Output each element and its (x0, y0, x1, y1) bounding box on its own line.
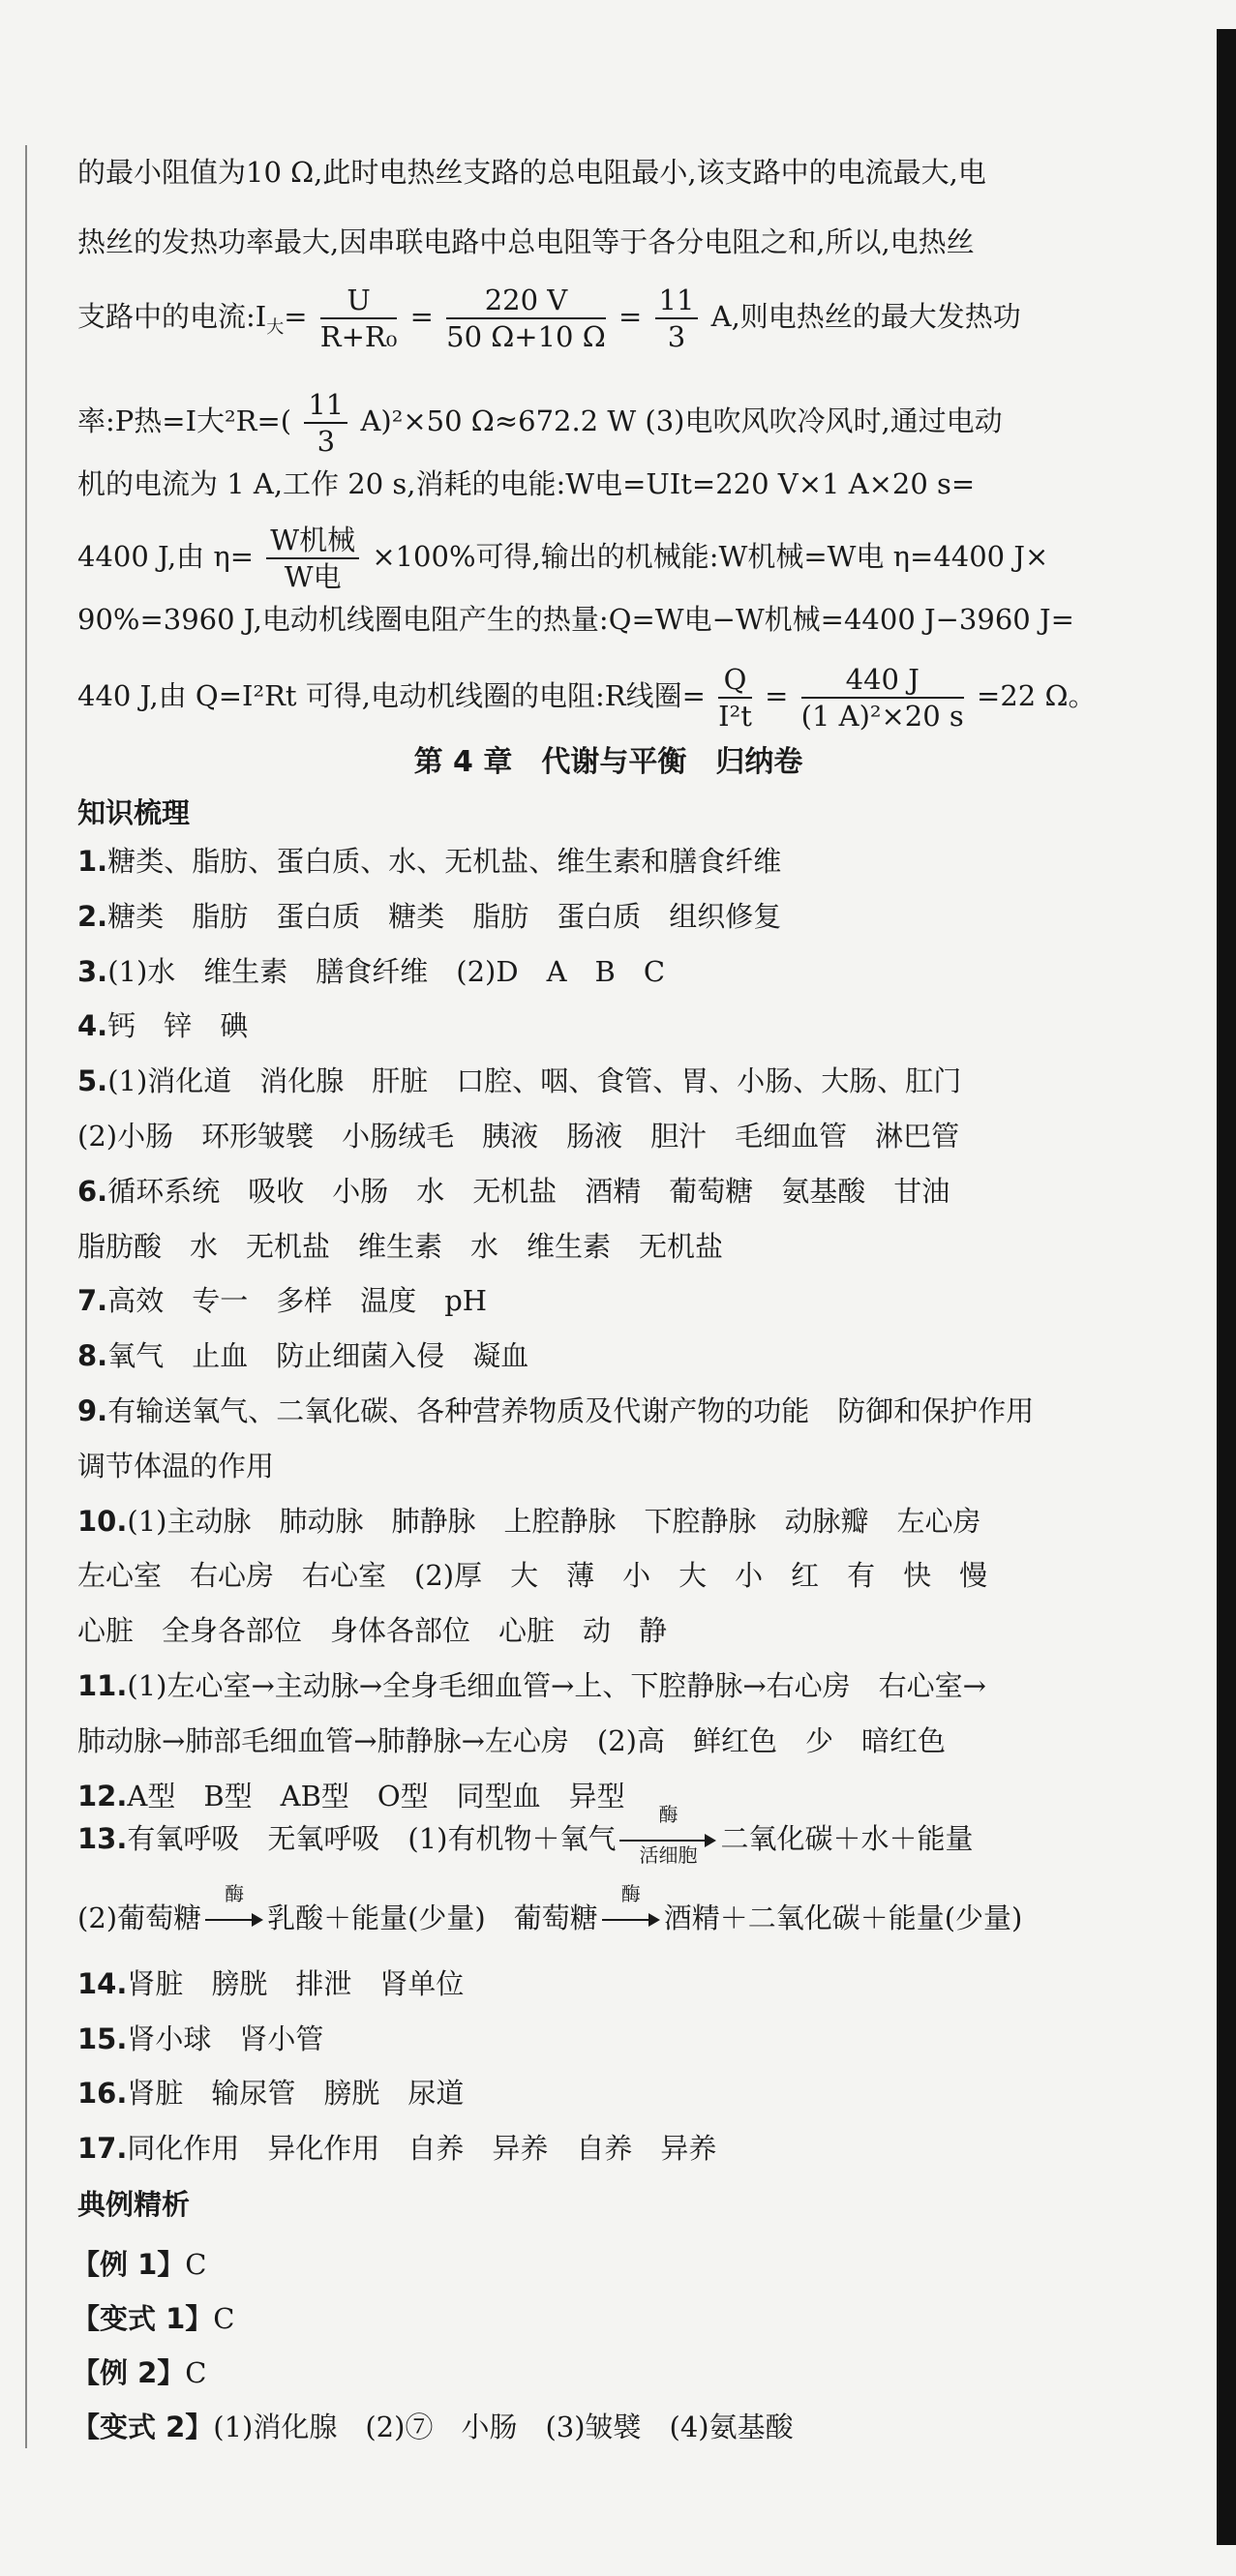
item-number: 9. (77, 1394, 108, 1427)
solution-line-3 (77, 283, 1021, 354)
item-13b-post: 酒精＋二氧化碳＋能量(少量) (663, 1902, 1023, 1934)
item-text: A型 B型 AB型 O型 同型血 异型 (127, 1779, 625, 1812)
solution-line-3-tail: A,则电热丝的最大发热功 (710, 300, 1021, 333)
solution-line-1: 的最小阻值为10 Ω,此时电热丝支路的总电阻最小,该支路中的电流最大,电 (77, 156, 986, 189)
item-text: 有输送氧气、二氧化碳、各种营养物质及代谢产物的功能 防御和保护作用 (107, 1394, 1035, 1427)
item-number: 4. (77, 1009, 108, 1043)
equals-sign: = (284, 300, 308, 333)
item-13b-pre: (2)葡萄糖 (77, 1902, 202, 1934)
item-number: 17. (77, 2131, 128, 2165)
example-label: 【例 2】 (72, 2356, 186, 2389)
fraction-eleven-thirds: $\frac{11}{3}$ (655, 283, 699, 354)
fraction-voltage: $\frac{220 V}{50 \Omega+10 \Omega}$ (446, 284, 606, 353)
item-13-line-1 (77, 1803, 974, 1867)
solution-line-8-tail: =22 Ω。 (977, 679, 1097, 712)
reaction-arrow-icon: 酶 活细胞 (619, 1821, 716, 1860)
example-item (72, 2408, 794, 2446)
item-13-pre: 有氧呼吸 无氧呼吸 (1)有机物＋氧气 (127, 1822, 617, 1855)
item-number: 14. (77, 1967, 128, 2000)
solution-line-4-tail: A)²×50 Ω≈672.2 W (3)电吹风吹冷风时,通过电动 (360, 404, 1003, 437)
item-13b-mid: 乳酸＋能量(少量) 葡萄糖 (267, 1902, 598, 1934)
item-text: (1)消化道 消化腺 肝脏 口腔、咽、食管、胃、小肠、大肠、肛门 (107, 1064, 962, 1098)
list-item (77, 2129, 716, 2168)
list-item (77, 1722, 946, 1760)
item-text: 左心室 右心房 右心室 (2)厚 大 薄 小 大 小 红 有 快 慢 (77, 1559, 988, 1593)
list-item (77, 1006, 248, 1045)
example-item (72, 2245, 206, 2284)
item-text: 氧气 止血 防止细菌入侵 凝血 (107, 1339, 529, 1373)
page-edge-shadow (1217, 29, 1236, 2545)
item-number: 11. (77, 1669, 128, 1702)
section-heading-knowledge: 知识梳理 (77, 796, 191, 829)
item-number: 5. (77, 1064, 108, 1098)
solution-line-6-tail: ×100%可得,输出的机械能:W机械=W电 η=4400 J× (372, 540, 1049, 573)
item-text: 肺动脉→肺部毛细血管→肺静脉→左心房 (2)高 鲜红色 少 暗红色 (77, 1723, 946, 1757)
list-item (77, 1117, 959, 1155)
list-item (77, 952, 665, 991)
item-text: 调节体温的作用 (77, 1449, 275, 1483)
current-label: 支路中的电流:I (77, 300, 267, 333)
item-number: 1. (77, 845, 108, 878)
list-item (77, 2074, 464, 2112)
example-answer: (1)消化腺 (2)⑦ 小肠 (3)皱襞 (4)氨基酸 (213, 2411, 794, 2443)
fraction-q-over-i2t: $\frac{Q}{\text{I²t}}$ (718, 663, 752, 733)
item-text: 循环系统 吸收 小肠 水 无机盐 酒精 葡萄糖 氨基酸 甘油 (107, 1174, 950, 1208)
item-number: 12. (77, 1779, 128, 1812)
list-item (77, 1556, 987, 1595)
item-number: 13. (77, 1822, 128, 1855)
list-item (77, 1777, 625, 1815)
item-13-post: 二氧化碳＋水＋能量 (720, 1822, 974, 1855)
list-item (77, 842, 781, 881)
item-text: 钙 锌 碘 (107, 1009, 249, 1043)
item-text: 肾小球 肾小管 (127, 2022, 324, 2055)
item-13-line-2 (77, 1882, 1023, 1939)
list-item (77, 1392, 1034, 1430)
example-item (72, 2299, 234, 2338)
item-text: (1)左心室→主动脉→全身毛细血管→上、下腔静脉→右心房 右心室→ (127, 1669, 986, 1702)
equals-sign: = (618, 300, 643, 333)
example-answer: C (213, 2302, 235, 2335)
list-item (77, 1172, 950, 1211)
item-text: 糖类、脂肪、蛋白质、水、无机盐、维生素和膳食纤维 (107, 845, 782, 878)
list-item (77, 1227, 723, 1266)
item-text: (2)小肠 环形皱襞 小肠绒毛 胰液 肠液 胆汁 毛细血管 淋巴管 (77, 1120, 960, 1153)
item-text: 脂肪酸 水 无机盐 维生素 水 维生素 无机盐 (77, 1229, 724, 1263)
example-item (72, 2353, 206, 2392)
fraction-440: $\frac{440 J}{\text{(1 A)²×20 s}}$ (800, 663, 964, 733)
chapter-title: 第 4 章 代谢与平衡 归纳卷 (413, 745, 803, 779)
efficiency-label: 4400 J,由 η= (77, 540, 255, 573)
power-label: 率:P热=I大²R=( (77, 404, 292, 437)
solution-line-6 (77, 523, 1048, 594)
current-sub: 大 (266, 316, 285, 338)
solution-line-8 (77, 662, 1097, 734)
item-text: 心脏 全身各部位 身体各部位 心脏 动 静 (77, 1614, 668, 1648)
item-number: 3. (77, 954, 108, 988)
item-number: 7. (77, 1284, 108, 1318)
item-text: 同化作用 异化作用 自养 异养 自养 异养 (127, 2131, 717, 2165)
list-item (77, 1964, 464, 2003)
list-item (77, 1611, 667, 1650)
solution-line-4 (77, 387, 1003, 459)
item-text: (1)主动脉 肺动脉 肺静脉 上腔静脉 下腔静脉 动脉瓣 左心房 (127, 1504, 981, 1538)
list-item (77, 1062, 961, 1100)
list-item (77, 1336, 528, 1375)
resistance-label: 440 J,由 Q=I²Rt 可得,电动机线圈的电阻:R线圈= (77, 679, 706, 712)
item-number: 16. (77, 2077, 128, 2110)
example-label: 【变式 1】 (72, 2302, 214, 2335)
solution-line-2: 热丝的发热功率最大,因串联电路中总电阻等于各分电阻之和,所以,电热丝 (77, 225, 975, 258)
list-item (77, 1447, 274, 1485)
item-text: (1)水 维生素 膳食纤维 (2)D A B C (107, 954, 666, 988)
solution-line-7: 90%=3960 J,电动机线圈电阻产生的热量:Q=W电−W机械=4400 J−3960 J= (77, 603, 1074, 636)
list-item (77, 1502, 980, 1541)
fraction-u-over-r: $\frac{U}{\text{R+R₀}}$ (319, 284, 398, 353)
item-text: 肾脏 膀胱 排泄 肾单位 (127, 1967, 465, 2000)
solution-line-5: 机的电流为 1 A,工作 20 s,消耗的电能:W电=UIt=220 V×1 A×20 s= (77, 467, 976, 500)
example-answer: C (185, 2356, 207, 2389)
item-number: 8. (77, 1339, 108, 1373)
reaction-arrow-icon: 酶 (602, 1901, 660, 1939)
fraction-eleven-thirds-2: $\frac{11}{3}$ (304, 387, 347, 459)
item-text: 肾脏 输尿管 膀胱 尿道 (127, 2077, 465, 2110)
item-number: 10. (77, 1504, 128, 1538)
list-item (77, 2020, 323, 2058)
example-label: 【变式 2】 (72, 2411, 214, 2443)
equals-sign: = (765, 679, 789, 712)
section-heading-examples: 典例精析 (77, 2188, 191, 2221)
list-item (77, 1281, 487, 1320)
item-text: 高效 专一 多样 温度 pH (107, 1284, 488, 1318)
item-number: 2. (77, 899, 108, 933)
margin-line (25, 145, 27, 2448)
item-number: 15. (77, 2022, 128, 2055)
fraction-efficiency: $\frac{\text{W机械}}{\text{W电}}$ (266, 523, 359, 594)
list-item (77, 1666, 986, 1705)
item-text: 糖类 脂肪 蛋白质 糖类 脂肪 蛋白质 组织修复 (107, 899, 782, 933)
example-label: 【例 1】 (72, 2248, 186, 2281)
example-answer: C (185, 2248, 207, 2281)
reaction-arrow-icon: 酶 (205, 1901, 263, 1939)
item-number: 6. (77, 1174, 108, 1208)
equals-sign: = (409, 300, 434, 333)
list-item (77, 897, 781, 936)
